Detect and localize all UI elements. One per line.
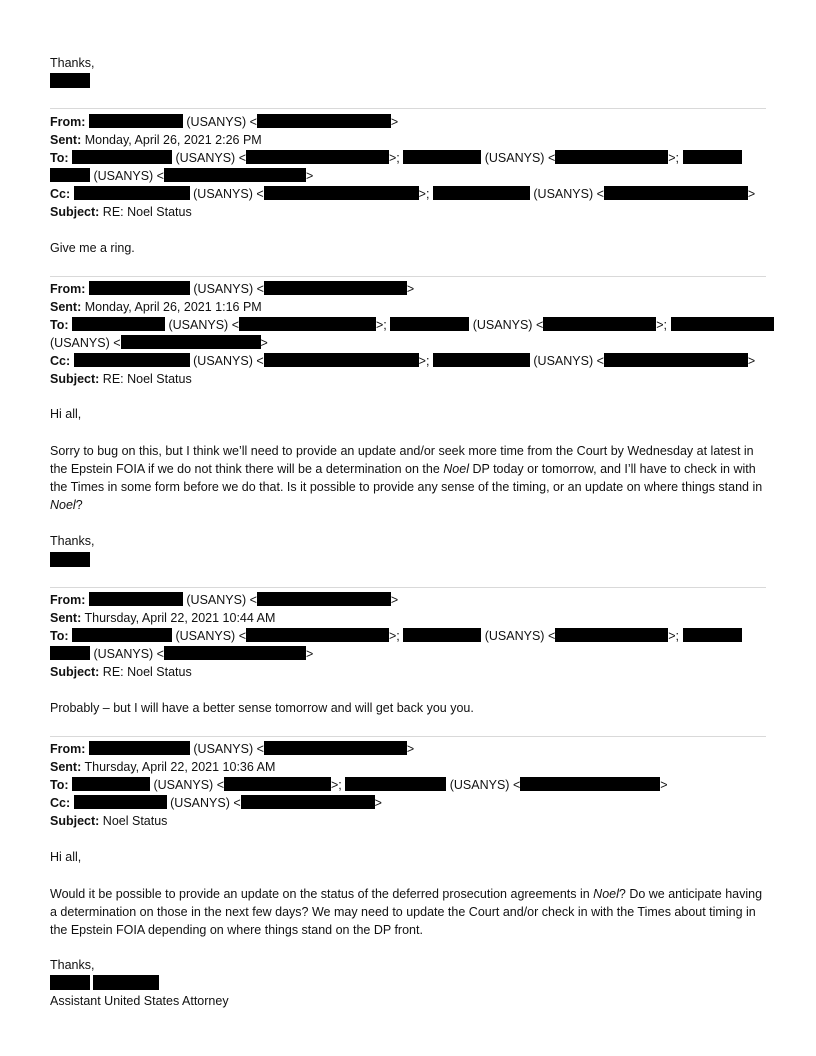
- from-text: From:: [50, 282, 86, 296]
- cc-text: Cc:: [50, 796, 71, 810]
- to-cont-text: (USANYS) <: [93, 647, 164, 661]
- sent-text: Sent:: [50, 300, 82, 314]
- from-text: From:: [50, 115, 86, 129]
- cc-line: Cc: (USANYS) < >; (USANYS) < >: [50, 187, 756, 201]
- redaction-block: [604, 186, 748, 200]
- sent-text: Thursday, April 22, 2021 10:44 AM: [84, 611, 276, 625]
- em1-text: Noel: [443, 462, 469, 476]
- to-text: To:: [50, 629, 69, 643]
- redaction-block: [89, 741, 190, 755]
- redaction-block: [683, 628, 742, 642]
- redaction-block: [89, 114, 183, 128]
- sent-line: [50, 132, 262, 148]
- subject-text: Noel Status: [102, 814, 168, 828]
- org-text: (USANYS): [472, 318, 533, 332]
- redaction-block: [264, 353, 419, 367]
- separator: [50, 587, 766, 588]
- org-text: (USANYS): [533, 354, 594, 368]
- part1-text: Would it be possible to provide an update on the status of the deferred prosecution agreements in: [50, 887, 594, 901]
- redaction-block: [93, 975, 159, 990]
- redaction-block: [403, 628, 481, 642]
- subject-text: Subject:: [50, 814, 100, 828]
- subject-line: [50, 813, 167, 829]
- to-cont-text: (USANYS) <: [93, 169, 164, 183]
- subject-text: RE: Noel Status: [102, 372, 192, 386]
- subject-text: Subject:: [50, 665, 100, 679]
- to-line: To: (USANYS) < >; (USANYS) < >;: [50, 150, 742, 166]
- sent-line: [50, 610, 275, 626]
- redaction-block: [121, 335, 261, 349]
- subject-line: [50, 664, 192, 680]
- to-cont-text: (USANYS) <: [50, 336, 121, 350]
- to-line-cont: (USANYS) < >: [50, 336, 268, 350]
- subject-text: RE: Noel Status: [102, 205, 192, 219]
- redaction-block: [89, 592, 183, 606]
- closing-text: Thanks,: [50, 958, 95, 972]
- greeting: Hi all,: [50, 407, 82, 421]
- part2-text: DP today or tomorrow, and I’ll have to check in with the Times in some form before we do that. Is it possible to provide any sense of the timing, or an update on where things stand in: [50, 462, 763, 494]
- subject-text: Subject:: [50, 372, 100, 386]
- sent-text: Sent:: [50, 760, 82, 774]
- redaction-block: [50, 552, 90, 567]
- cc-line: Cc: (USANYS) < >; (USANYS) < >: [50, 354, 756, 368]
- to-line: To: (USANYS) < >; (USANYS) < >: [50, 778, 668, 792]
- cc-text: Cc:: [50, 354, 71, 368]
- closing-text: Thanks,: [50, 534, 95, 548]
- separator: [50, 108, 766, 109]
- redaction-block: [403, 150, 481, 164]
- redaction-block: [164, 168, 306, 182]
- to-text: To:: [50, 318, 69, 332]
- greeting: Hi all,: [50, 850, 82, 864]
- email-4-body: [50, 885, 766, 939]
- redaction-block: [555, 150, 668, 164]
- part3-text: ?: [75, 498, 83, 512]
- redaction-block: [74, 186, 190, 200]
- to-line-cont: (USANYS) < >: [50, 646, 313, 662]
- from-text: From:: [50, 593, 86, 607]
- cc-text: Cc:: [50, 187, 71, 201]
- org-text: (USANYS): [193, 282, 254, 296]
- redaction-block: [257, 114, 391, 128]
- separator: [50, 276, 766, 277]
- sent-text: Sent:: [50, 611, 82, 625]
- subject-text: Subject:: [50, 205, 100, 219]
- redaction-block: [246, 150, 389, 164]
- redaction-block: [433, 186, 530, 200]
- org-text: (USANYS): [175, 629, 236, 643]
- subject-line: [50, 371, 192, 387]
- to-line: To: (USANYS) < >; (USANYS) < >;: [50, 317, 774, 333]
- org-text: (USANYS): [484, 629, 545, 643]
- redaction-block: [520, 777, 660, 791]
- org-text: (USANYS): [193, 187, 253, 201]
- redaction-block: [224, 777, 331, 791]
- redaction-block: [555, 628, 668, 642]
- redaction-block: [390, 317, 469, 331]
- to-text: To:: [50, 778, 69, 792]
- signature-title: Assistant United States Attorney: [50, 994, 229, 1008]
- org-text: (USANYS): [449, 778, 510, 792]
- closing-text: Thanks,: [50, 56, 95, 70]
- org-text: (USANYS): [186, 115, 247, 129]
- redaction-block: [89, 281, 190, 295]
- redaction-block: [683, 150, 742, 164]
- redaction-block: [433, 353, 530, 367]
- to-text: To:: [50, 151, 69, 165]
- org-text: (USANYS): [484, 151, 545, 165]
- redacted-signature-name: [50, 975, 159, 992]
- redaction-block: [50, 168, 90, 182]
- org-text: (USANYS): [153, 778, 214, 792]
- org-text: (USANYS): [186, 593, 247, 607]
- subject-line: [50, 204, 192, 220]
- redaction-block: [604, 353, 748, 367]
- redaction-block: [671, 317, 774, 331]
- redaction-block: [257, 592, 391, 606]
- redaction-block: [72, 777, 150, 791]
- email-1-body: Give me a ring.: [50, 241, 135, 255]
- redaction-block: [164, 646, 306, 660]
- redaction-block: [74, 795, 167, 809]
- redaction-block: [72, 628, 172, 642]
- redaction-block: [74, 353, 190, 367]
- to-line: To: (USANYS) < >; (USANYS) < >;: [50, 628, 742, 644]
- redaction-block: [241, 795, 375, 809]
- redacted-signature: [50, 552, 90, 569]
- from-text: From:: [50, 742, 86, 756]
- org-text: (USANYS): [175, 151, 236, 165]
- redaction-block: [50, 646, 90, 660]
- from-line: From: (USANYS) < >: [50, 742, 415, 756]
- redaction-block: [264, 186, 419, 200]
- org-text: (USANYS): [193, 742, 254, 756]
- part1-text: Sorry to bug on this, but I think we’ll need to provide an update and/or seek more time from the Court by Wednesday at latest in the Epstein FOIA if we do not think there will be a determination on the: [50, 444, 754, 476]
- org-text: (USANYS): [168, 318, 229, 332]
- redaction-block: [246, 628, 389, 642]
- to-line-cont: (USANYS) < >: [50, 168, 313, 184]
- sent-text: Monday, April 26, 2021 2:26 PM: [84, 133, 262, 147]
- email-3-body: Probably – but I will have a better sense tomorrow and will get back you you.: [50, 701, 474, 715]
- separator: [50, 736, 766, 737]
- part2-text: ? Do we anticipate having a determination on those in the next few days? We may need to update the Court and/or check in with the Times about timing in the Epstein FOIA depending on where things stand on the DP front.: [50, 887, 763, 937]
- cc-line: Cc: (USANYS) < >: [50, 796, 382, 810]
- em1-text: Noel: [593, 887, 619, 901]
- sent-text: Monday, April 26, 2021 1:16 PM: [84, 300, 262, 314]
- from-line: From: (USANYS) < >: [50, 593, 399, 607]
- redaction-block: [72, 317, 165, 331]
- redacted-signature: [50, 73, 90, 90]
- redaction-block: [264, 281, 407, 295]
- redaction-block: [50, 73, 90, 88]
- redaction-block: [72, 150, 172, 164]
- sent-text: Sent:: [50, 133, 82, 147]
- email-2-body: [50, 442, 766, 514]
- from-line: From: (USANYS) < >: [50, 115, 399, 129]
- org-text: (USANYS): [533, 187, 594, 201]
- from-line: From: (USANYS) < >: [50, 282, 415, 296]
- org-text: (USANYS): [193, 354, 253, 368]
- redaction-block: [239, 317, 376, 331]
- sent-line: [50, 759, 275, 775]
- em2-text: Noel: [50, 498, 76, 512]
- redaction-block: [543, 317, 656, 331]
- redaction-block: [264, 741, 407, 755]
- redaction-block: [345, 777, 446, 791]
- redaction-block: [50, 975, 90, 990]
- subject-text: RE: Noel Status: [102, 665, 192, 679]
- sent-line: [50, 299, 262, 315]
- org-text: (USANYS): [170, 796, 230, 810]
- sent-text: Thursday, April 22, 2021 10:36 AM: [84, 760, 276, 774]
